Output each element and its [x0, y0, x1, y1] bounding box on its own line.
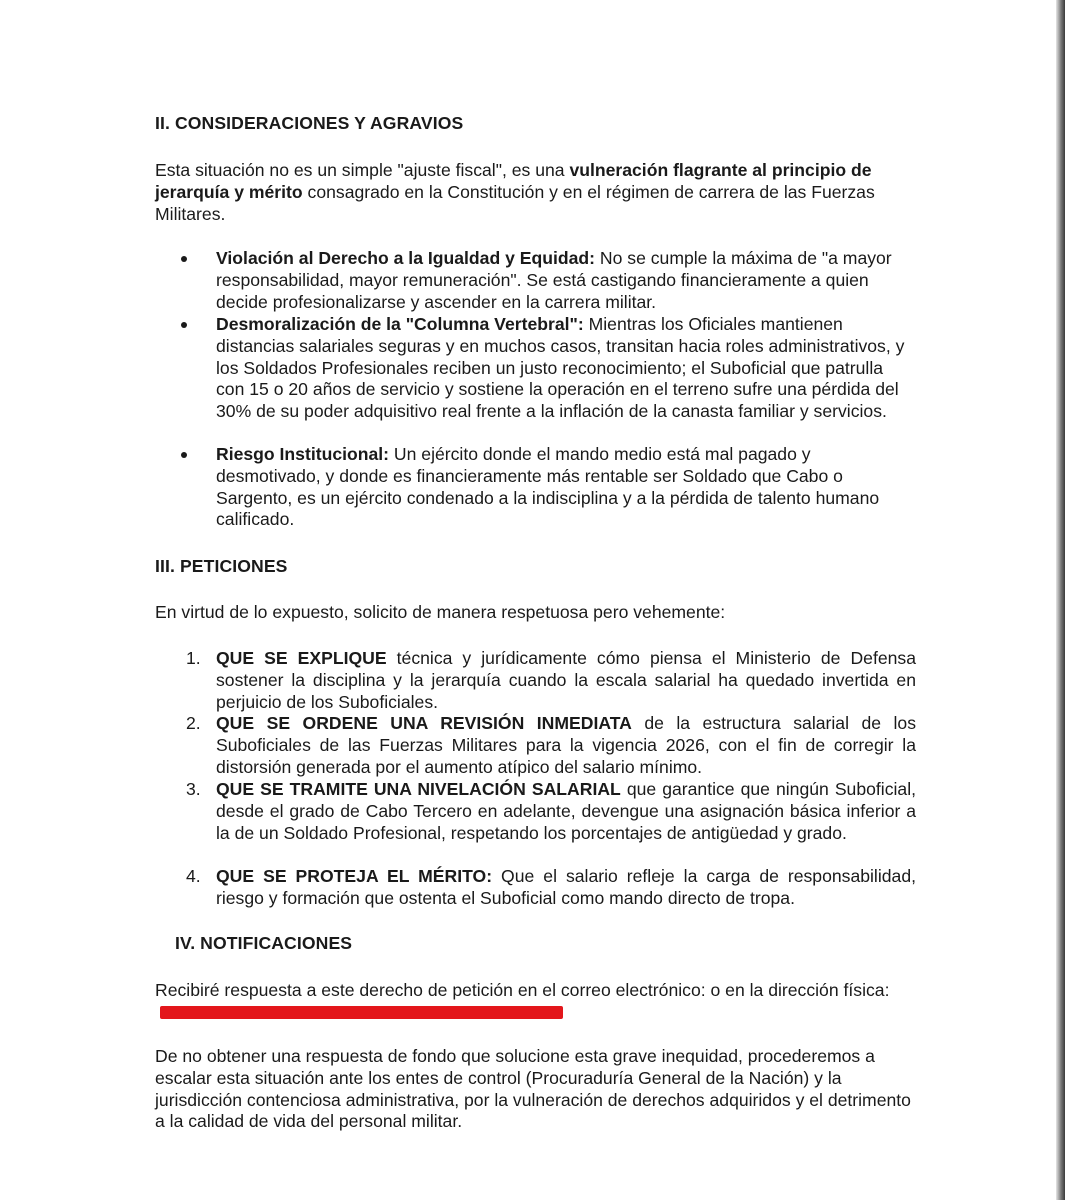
peticion-title: QUE SE ORDENE UNA REVISIÓN INMEDIATA	[216, 713, 632, 733]
redaction-bar	[160, 1006, 563, 1019]
intro-text-end: consagrado en la Constitución y en el régimen de carrera de las Fuerzas Militares.	[155, 181, 875, 224]
bullet-dot	[181, 256, 187, 262]
peticion-item-3	[186, 779, 916, 844]
section-heading-peticiones: III. PETICIONES	[155, 556, 288, 576]
page-edge-shadow	[1056, 0, 1065, 1200]
peticion-item-2	[186, 713, 916, 778]
peticion-title: QUE SE TRAMITE UNA NIVELACIÓN SALARIAL	[216, 779, 621, 799]
peticion-text: que garantice que ningún Suboficial, desde el grado de Cabo Tercero en adelante, devengue una asignación básica inferior a la de un Soldado Profesional, respetando los porcentajes de antigüedad y grado.	[216, 779, 916, 843]
list-number: 2.	[186, 713, 201, 733]
intro-text-start: Esta situación no es un simple "ajuste fiscal", es una	[155, 160, 570, 180]
list-number: 4.	[186, 866, 201, 886]
peticion-text: Que el salario refleje la carga de responsabilidad, riesgo y formación que ostenta el Suboficial como mando directo de tropa.	[216, 866, 916, 908]
bullet-dot	[181, 452, 187, 458]
bullet-text: Mientras los Oficiales mantienen distancias salariales seguras y en muchos casos, transitan hacia roles administrativos, y los Soldados Profesionales reciben un justo reconocimiento; el Suboficial que patrulla con 15 o 20 años de servicio y sostiene la operación en el terreno sufre una pérdida del 30% de su poder adquisitivo real frente a la inflación de la canasta familiar y servicios.	[216, 314, 905, 422]
peticion-item-4	[186, 866, 916, 910]
bullet-title: Desmoralización de la "Columna Vertebral":	[216, 314, 584, 334]
bullet-text: Un ejército donde el mando medio está mal pagado y desmotivado, y donde es financieramente más rentable ser Soldado que Cabo o Sargento, es un ejército condenado a la indisciplina y a la pérdida de talento humano calificado.	[216, 444, 880, 530]
bullet-item-igualdad	[216, 248, 916, 313]
bullet-title: Riesgo Institucional:	[216, 444, 390, 464]
list-number: 1.	[186, 648, 201, 668]
bullet-item-desmoralizacion	[216, 314, 916, 423]
peticion-text: de la estructura salarial de los Suboficiales de las Fuerzas Militares para la vigencia 2026, con el fin de corregir la distorsión generada por el aumento atípico del salario mínimo.	[216, 713, 916, 777]
peticion-text: técnica y jurídicamente cómo piensa el Ministerio de Defensa sostener la disciplina y la jerarquía cuando la escala salarial ha quedado invertida en perjuicio de los Suboficiales.	[216, 648, 916, 712]
peticiones-intro: En virtud de lo expuesto, solicito de manera respetuosa pero vehemente:	[155, 602, 726, 622]
peticion-item-1	[186, 648, 916, 713]
bullet-text: No se cumple la máxima de "a mayor responsabilidad, mayor remuneración". Se está castigando financieramente a quien decide profesionalizarse y ascender en la carrera militar.	[216, 248, 892, 312]
closing-paragraph: De no obtener una respuesta de fondo que solucione esta grave inequidad, procederemos a escalar esta situación ante los entes de control (Procuraduría General de la Nación) y la jurisdicción contenciosa administrativa, por la vulneración de derechos adquiridos y el detrimento a la calidad de vida del personal militar.	[155, 1046, 911, 1132]
notice-text: Recibiré respuesta a este derecho de petición en el correo electrónico: o en la dirección física:	[155, 980, 890, 1000]
list-number: 3.	[186, 779, 201, 799]
notificaciones-paragraph	[155, 980, 895, 1024]
section-heading-consideraciones: II. CONSIDERACIONES Y AGRAVIOS	[155, 113, 464, 133]
bullet-item-riesgo	[216, 444, 916, 531]
section-intro-paragraph	[155, 160, 915, 225]
bullet-title: Violación al Derecho a la Igualdad y Equidad:	[216, 248, 596, 268]
intro-bold-phrase: vulneración flagrante al principio de jerarquía y mérito	[155, 160, 872, 202]
bullet-dot	[181, 322, 187, 328]
peticion-title: QUE SE PROTEJA EL MÉRITO:	[216, 866, 493, 886]
section-heading-notificaciones: IV. NOTIFICACIONES	[175, 933, 353, 953]
peticion-title: QUE SE EXPLIQUE	[216, 648, 387, 668]
